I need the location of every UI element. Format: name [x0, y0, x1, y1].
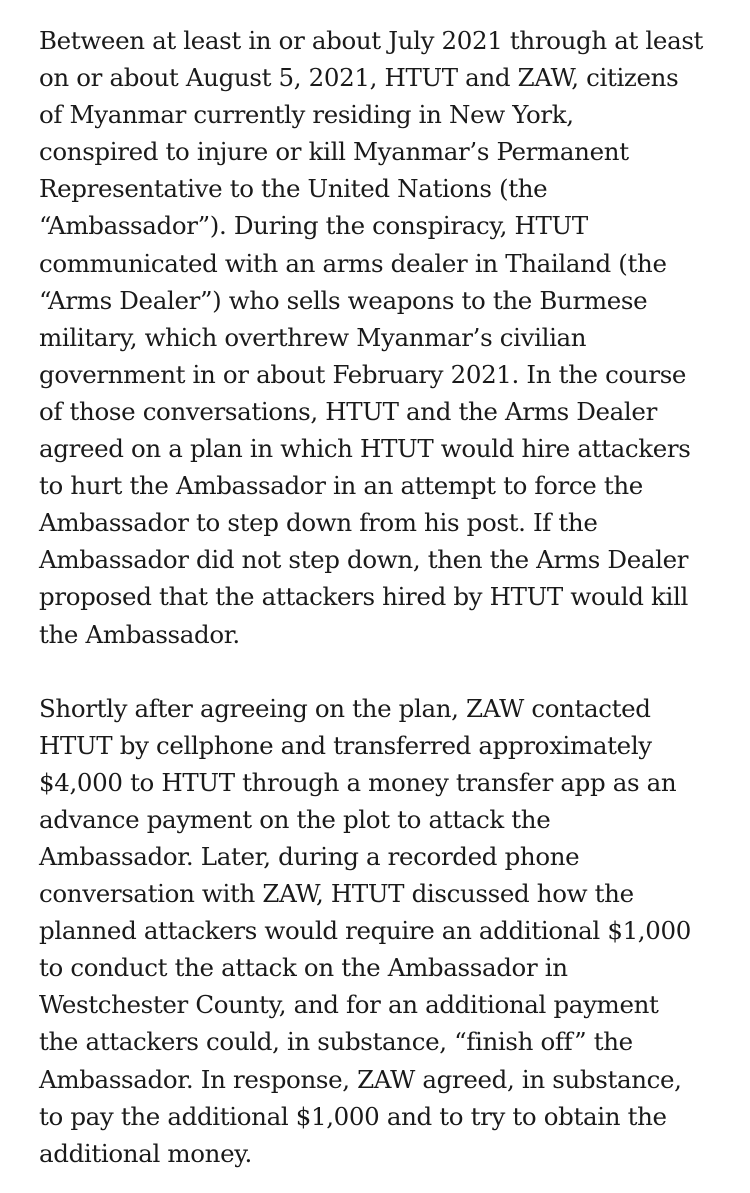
text-line: conspired to injure or kill Myanmar’s Permanent	[39, 137, 629, 167]
text-line: on or about August 5, 2021, HTUT and ZAW, citizens	[39, 63, 679, 93]
text-line: conversation with ZAW, HTUT discussed how the	[39, 879, 634, 909]
text-line: $4,000 to HTUT through a money transfer app as an	[39, 767, 677, 797]
text-line: Ambassador to step down from his post. If the	[39, 508, 598, 538]
text-line: government in or about February 2021. In the course	[39, 359, 687, 389]
text-line: planned attackers would require an additional $1,000	[39, 916, 691, 946]
text-line: Ambassador. In response, ZAW agreed, in substance,	[39, 1064, 682, 1094]
text-line: to conduct the attack on the Ambassador in	[39, 953, 568, 983]
text-line: advance payment on the plot to attack the	[39, 804, 551, 834]
text-line: “Arms Dealer”) who sells weapons to the Burmese	[39, 285, 648, 315]
text-line: of those conversations, HTUT and the Arms Dealer	[39, 396, 657, 426]
text-line: military, which overthrew Myanmar’s civilian	[39, 322, 587, 352]
text-line: HTUT by cellphone and transferred approximately	[39, 730, 652, 760]
text-line: Between at least in or about July 2021 through at least	[39, 26, 704, 55]
text-line: the Ambassador.	[39, 619, 240, 649]
text-line: Shortly after agreeing on the plan, ZAW contacted	[39, 693, 651, 723]
text-line: the attackers could, in substance, “finish off” the	[39, 1027, 633, 1057]
paragraph-payment	[39, 690, 722, 1172]
text-line: to pay the additional $1,000 and to try to obtain the	[39, 1101, 667, 1131]
text-line: additional money.	[39, 1138, 252, 1168]
text-line: communicated with an arms dealer in Thailand (the	[39, 248, 667, 278]
text-line: Representative to the United Nations (the	[39, 174, 548, 204]
text-line: to hurt the Ambassador in an attempt to force the	[39, 471, 643, 501]
text-line: Westchester County, and for an additional payment	[39, 990, 659, 1020]
text-line: “Ambassador”). During the conspiracy, HTUT	[39, 211, 588, 241]
text-line: proposed that the attackers hired by HTUT would kill	[39, 582, 688, 612]
text-line: of Myanmar currently residing in New York,	[39, 100, 574, 130]
text-line: Ambassador did not step down, then the Arms Dealer	[39, 545, 689, 575]
paragraph-conspiracy	[39, 22, 722, 653]
text-line: Ambassador. Later, during a recorded phone	[39, 841, 580, 871]
text-line: agreed on a plan in which HTUT would hire attackers	[39, 434, 691, 464]
